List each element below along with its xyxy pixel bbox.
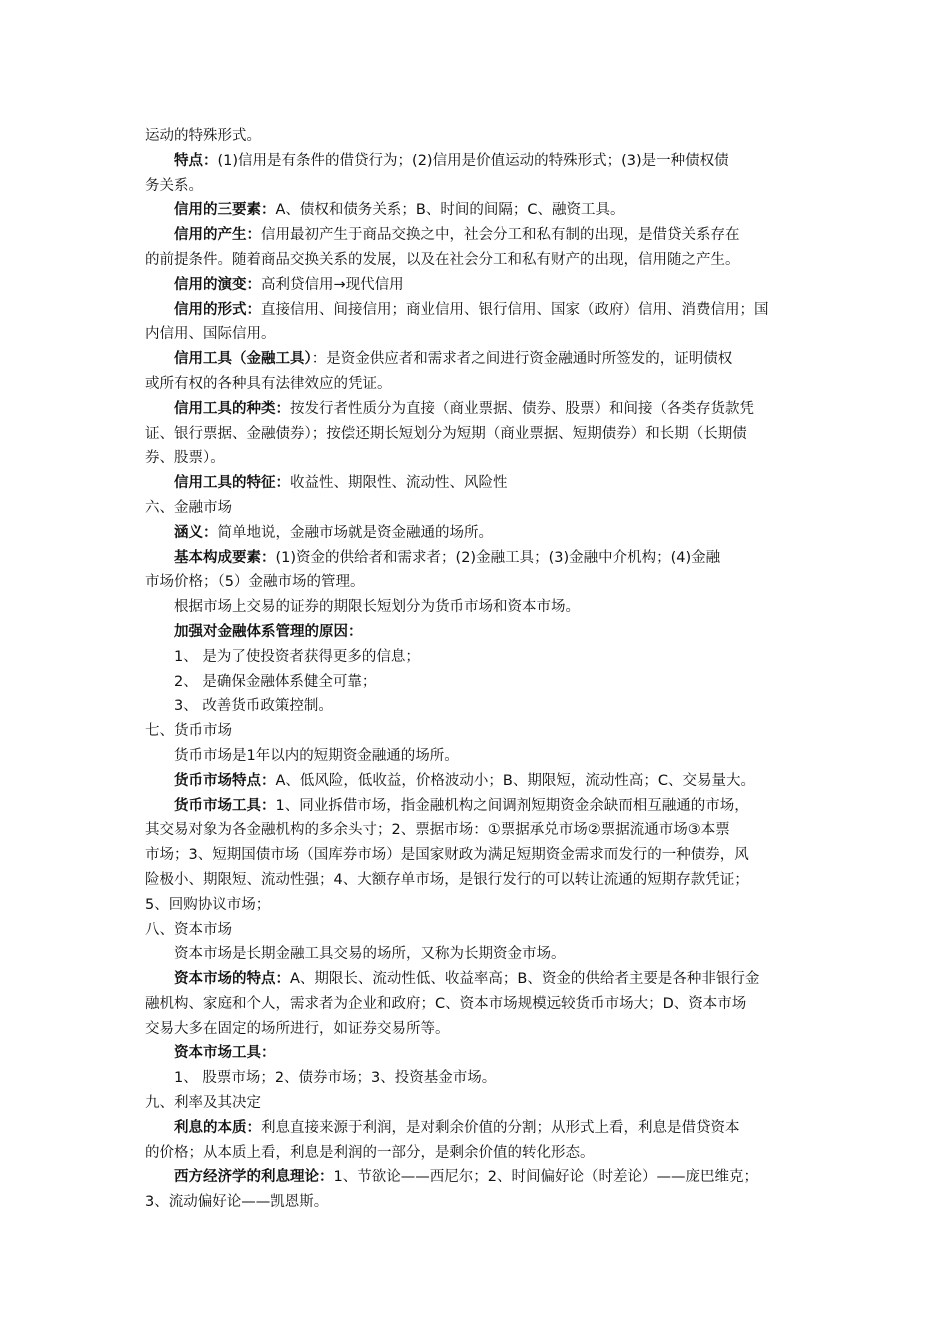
text-line: 货币市场特点：A、低风险，低收益，价格波动小；B、期限短，流动性高；C、交易量大。 <box>174 772 755 789</box>
text-line: 的价格；从本质上看，利息是利润的一部分，是剩余价值的转化形态。 <box>145 1144 595 1161</box>
text-line: 资本市场的特点：A、期限长、流动性低、收益率高；B、资金的供给者主要是各种非银行金 <box>174 971 760 988</box>
text-line: 3、流动偏好论——凯恩斯。 <box>145 1194 329 1211</box>
text-line: 务关系。 <box>145 177 203 194</box>
text-line: 市场价格；（5）金融市场的管理。 <box>145 574 365 591</box>
text-line: 基本构成要素：(1)资金的供给者和需求者；(2)金融工具；(3)金融中介机构；(4)金融 <box>174 549 721 566</box>
text-line: 其交易对象为各金融机构的多余头寸；2、票据市场：①票据承兑市场②票据流通市场③本票 <box>145 822 730 839</box>
text-line: 货币市场是1年以内的短期资金融通的场所。 <box>174 747 459 764</box>
text-line: 券、股票）。 <box>145 450 225 467</box>
text-line: 信用的演变：高利贷信用→现代信用 <box>174 276 404 293</box>
text-line: 资本市场工具： <box>174 1045 276 1062</box>
text-line: 证、银行票据、金融债券）；按偿还期长短划分为短期（商业票据、短期债券）和长期（长期债 <box>145 425 747 442</box>
text-line: 信用工具的特征：收益性、期限性、流动性、风险性 <box>174 475 508 492</box>
list-item: 1、 股票市场；2、债券市场；3、投资基金市场。 <box>174 1070 497 1087</box>
text-line: 运动的特殊形式。 <box>145 128 261 144</box>
list-item: 1、 是为了使投资者获得更多的信息； <box>174 648 420 665</box>
text-line: 险极小、期限短、流动性强；4、大额存单市场，是银行发行的可以转让流通的短期存款凭证； <box>145 871 749 888</box>
text-line: 信用工具（金融工具）：是资金供应者和需求者之间进行资金融通时所签发的，证明债权 <box>174 351 733 368</box>
text-line: 涵义：简单地说，金融市场就是资金融通的场所。 <box>174 524 493 541</box>
text-line: 信用工具的种类：按发行者性质分为直接（商业票据、债券、股票）和间接（各类存货款凭 <box>174 400 754 417</box>
section-heading: 八、资本市场 <box>145 921 232 938</box>
text-line: 信用的三要素：A、债权和债务关系；B、时间的间隔；C、融资工具。 <box>174 202 625 219</box>
text-line: 信用的形式：直接信用、间接信用；商业信用、银行信用、国家（政府）信用、消费信用；国 <box>174 301 769 318</box>
list-item: 3、 改善货币政策控制。 <box>174 698 333 715</box>
text-line: 特点：(1)信用是有条件的借贷行为；(2)信用是价值运动的特殊形式；(3)是一种债权债 <box>174 152 729 169</box>
document-body <box>145 124 810 1215</box>
text-line: 信用的产生：信用最初产生于商品交换之中，社会分工和私有制的出现，是借贷关系存在 <box>174 227 740 244</box>
text-line: 资本市场是长期金融工具交易的场所，又称为长期资金市场。 <box>174 946 566 963</box>
text-line: 市场；3、短期国债市场（国库券市场）是国家财政为满足短期资金需求而发行的一种债券，风 <box>145 847 749 864</box>
text-line: 货币市场工具：1、同业拆借市场，指金融机构之间调剂短期资金余缺而相互融通的市场， <box>174 797 749 814</box>
text-line: 根据市场上交易的证券的期限长短划分为货币市场和资本市场。 <box>174 599 580 616</box>
section-heading: 九、利率及其决定 <box>145 1095 261 1112</box>
text-line: 内信用、国际信用。 <box>145 326 276 343</box>
text-line: 或所有权的各种具有法律效应的凭证。 <box>145 375 392 392</box>
text-line: 加强对金融体系管理的原因： <box>174 623 363 640</box>
section-heading: 七、货币市场 <box>145 723 232 740</box>
text-line: 融机构、家庭和个人，需求者为企业和政府；C、资本市场规模远较货币市场大；D、资本市场 <box>145 995 747 1012</box>
text-line: 5、回购协议市场； <box>145 896 271 913</box>
text-line: 西方经济学的利息理论：1、节欲论——西尼尔；2、时间偏好论（时差论）——庞巴维克； <box>174 1169 758 1186</box>
list-item: 2、 是确保金融体系健全可靠； <box>174 673 377 690</box>
section-heading: 六、金融市场 <box>145 499 232 516</box>
text-line: 利息的本质：利息直接来源于利润，是对剩余价值的分割；从形式上看，利息是借贷资本 <box>174 1119 740 1136</box>
text-line: 的前提条件。随着商品交换关系的发展，以及在社会分工和私有财产的出现，信用随之产生。 <box>145 251 740 268</box>
text-line: 交易大多在固定的场所进行，如证券交易所等。 <box>145 1020 450 1037</box>
